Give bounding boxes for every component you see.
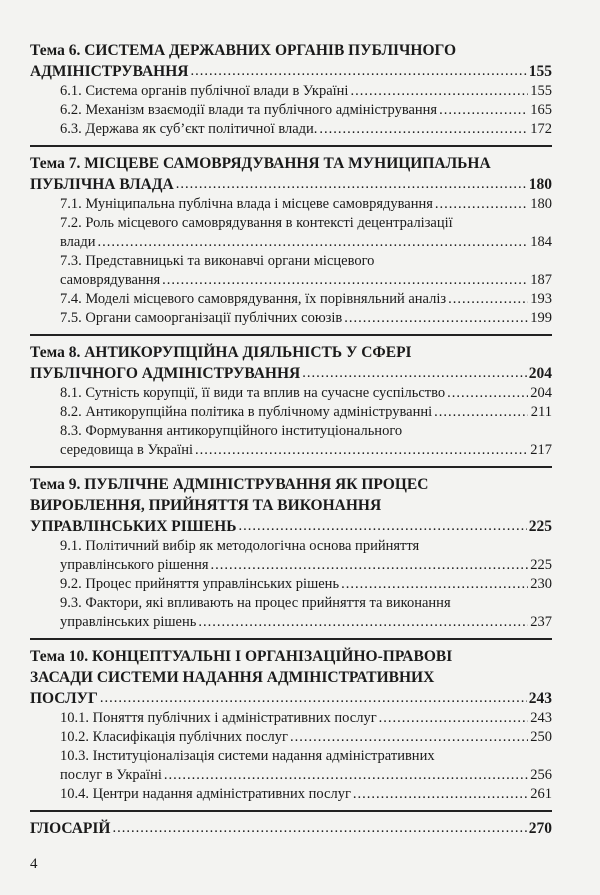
dot-leader [176, 174, 527, 195]
section-heading-row [30, 688, 552, 709]
entry-page-number: 237 [530, 614, 552, 630]
toc-section [30, 153, 552, 336]
section-title-line: ПУБЛІЧНОГО АДМІНІСТРУВАННЯ [30, 365, 301, 382]
toc-entry-row [30, 403, 552, 422]
entry-page-number: 230 [530, 576, 552, 592]
entry-page-number: 250 [530, 729, 552, 745]
dot-leader [447, 384, 528, 403]
entry-title-line: 8.1. Сутність корупції, її види та вплив на сучасне суспільство [60, 385, 446, 401]
dot-leader [190, 61, 526, 82]
toc-entry-row [30, 82, 552, 101]
dot-leader [100, 688, 527, 709]
dot-leader [319, 120, 528, 139]
entry-page-number: 187 [530, 272, 552, 288]
toc-entry-row [30, 441, 552, 460]
dot-leader [353, 785, 528, 804]
section-title-line: Тема 6. СИСТЕМА ДЕРЖАВНИХ ОРГАНІВ ПУБЛІЧНОГО [30, 42, 457, 59]
entry-title-line: влади [60, 234, 96, 250]
dot-leader [344, 309, 528, 328]
toc-entry-row [30, 120, 552, 139]
entry-page-number: 217 [530, 442, 552, 458]
entry-page-number: 193 [530, 291, 552, 307]
section-title-line: Тема 8. АНТИКОРУПЦІЙНА ДІЯЛЬНІСТЬ У СФЕРІ [30, 344, 412, 361]
toc-entry-row [30, 271, 552, 290]
dot-leader [238, 516, 526, 537]
section-page-number: 180 [528, 176, 552, 193]
entry-title-line: 7.4. Моделі місцевого самоврядування, їх порівняльний аналіз [60, 291, 447, 307]
toc-entry-row [30, 309, 552, 328]
entry-title-line: 10.2. Класифікація публічних послуг [60, 729, 288, 745]
entry-page-number: 184 [530, 234, 552, 250]
toc-section [30, 40, 552, 147]
entry-title-line: 8.3. Формування антикорупційного інституціонального [60, 423, 403, 439]
entry-title-line: 7.2. Роль місцевого самоврядування в контексті децентралізації [60, 215, 453, 231]
entry-page-number: 225 [530, 557, 552, 573]
dot-leader [439, 101, 528, 120]
entry-title-line: 10.3. Інституціоналізація системи надання адміністративних [60, 748, 435, 764]
section-page-number: 155 [528, 63, 552, 80]
dot-leader [350, 82, 528, 101]
entry-title-line: 8.2. Антикорупційна політика в публічному адмініструванні [60, 404, 433, 420]
entry-page-number: 199 [530, 310, 552, 326]
entry-title-line: послуг в Україні [60, 767, 162, 783]
section-title-line: ЗАСАДИ СИСТЕМИ НАДАННЯ АДМІНІСТРАТИВНИХ [30, 669, 435, 686]
section-title-line: Тема 7. МІСЦЕВЕ САМОВРЯДУВАННЯ ТА МУНИЦИПАЛЬНА [30, 155, 491, 172]
dot-leader [198, 613, 528, 632]
toc-entry-row [30, 233, 552, 252]
dot-leader [290, 728, 528, 747]
entry-title-line: управлінського рішення [60, 557, 209, 573]
toc-entry-row [30, 785, 552, 804]
table-of-contents [0, 40, 600, 851]
dot-leader [341, 575, 528, 594]
section-heading-row [30, 61, 552, 82]
dot-leader [195, 441, 528, 460]
page-number: 4 [30, 856, 38, 872]
toc-section [30, 646, 552, 812]
toc-entry-row [30, 709, 552, 728]
toc-entry-row [30, 384, 552, 403]
entry-title-line: 9.3. Фактори, які впливають на процес прийняття та виконання [60, 595, 451, 611]
entry-page-number: 211 [530, 404, 552, 420]
section-heading-row [30, 516, 552, 537]
section-heading-row [30, 174, 552, 195]
toc-entry-row [30, 575, 552, 594]
section-title-line: Тема 9. ПУБЛІЧНЕ АДМІНІСТРУВАННЯ ЯК ПРОЦЕС [30, 476, 429, 493]
toc-entry-row [30, 728, 552, 747]
toc-section [30, 474, 552, 640]
entry-page-number: 256 [530, 767, 552, 783]
section-page-number: 225 [528, 518, 552, 535]
entry-title-line: управлінських рішень [60, 614, 197, 630]
toc-entry-row [30, 195, 552, 214]
section-title-line: ПУБЛІЧНА ВЛАДА [30, 176, 174, 193]
entry-title-line: 6.3. Держава як суб’єкт політичної влади. [60, 121, 318, 137]
entry-title-line: 10.1. Поняття публічних і адміністративних послуг [60, 710, 377, 726]
section-title-line: ВИРОБЛЕННЯ, ПРИЙНЯТТЯ ТА ВИКОНАННЯ [30, 497, 382, 514]
dot-leader [97, 233, 528, 252]
section-page-number: 243 [528, 690, 552, 707]
entry-page-number: 172 [530, 121, 552, 137]
section-title-line: УПРАВЛІНСЬКИХ РІШЕНЬ [30, 518, 237, 535]
entry-title-line: самоврядування [60, 272, 161, 288]
section-title-line: ПОСЛУГ [30, 690, 98, 707]
dot-leader [302, 363, 527, 384]
toc-entry-row [30, 290, 552, 309]
section-page-number: 204 [528, 365, 552, 382]
toc-entry-row [30, 101, 552, 120]
dot-leader [113, 818, 527, 839]
dot-leader [162, 271, 528, 290]
toc-section [30, 342, 552, 468]
section-heading-row [30, 363, 552, 384]
section-title-line: АДМІНІСТРУВАННЯ [30, 63, 189, 80]
entry-title-line: 9.1. Політичний вибір як методологічна основа прийняття [60, 538, 420, 554]
entry-title-line: 7.3. Представницькі та виконавчі органи місцевого [60, 253, 375, 269]
entry-title-line: 6.1. Система органів публічної влади в Україні [60, 83, 349, 99]
dot-leader [379, 709, 528, 728]
entry-title-line: середовища в Україні [60, 442, 194, 458]
entry-page-number: 165 [530, 102, 552, 118]
entry-title-line: 9.2. Процес прийняття управлінських рішень [60, 576, 340, 592]
dot-leader [435, 195, 528, 214]
dot-leader [164, 766, 528, 785]
section-title-line: ГЛОСАРІЙ [30, 820, 111, 837]
section-heading-row [30, 818, 552, 839]
entry-page-number: 180 [530, 196, 552, 212]
dot-leader [434, 403, 528, 422]
entry-page-number: 243 [530, 710, 552, 726]
entry-title-line: 7.1. Муніципальна публічна влада і місцеве самоврядування [60, 196, 433, 212]
entry-page-number: 204 [530, 385, 552, 401]
entry-page-number: 155 [530, 83, 552, 99]
toc-entry-row [30, 556, 552, 575]
entry-page-number: 261 [530, 786, 552, 802]
section-title-line: Тема 10. КОНЦЕПТУАЛЬНІ І ОРГАНІЗАЦІЙНО-ПРАВОВІ [30, 648, 453, 665]
entry-title-line: 6.2. Механізм взаємодії влади та публічного адміністрування [60, 102, 438, 118]
toc-entry-row [30, 766, 552, 785]
entry-title-line: 7.5. Органи самоорганізації публічних союзів [60, 310, 343, 326]
toc-section [30, 818, 552, 845]
toc-entry-row [30, 613, 552, 632]
entry-title-line: 10.4. Центри надання адміністративних послуг [60, 786, 351, 802]
dot-leader [448, 290, 528, 309]
section-page-number: 270 [528, 820, 552, 837]
dot-leader [211, 556, 528, 575]
